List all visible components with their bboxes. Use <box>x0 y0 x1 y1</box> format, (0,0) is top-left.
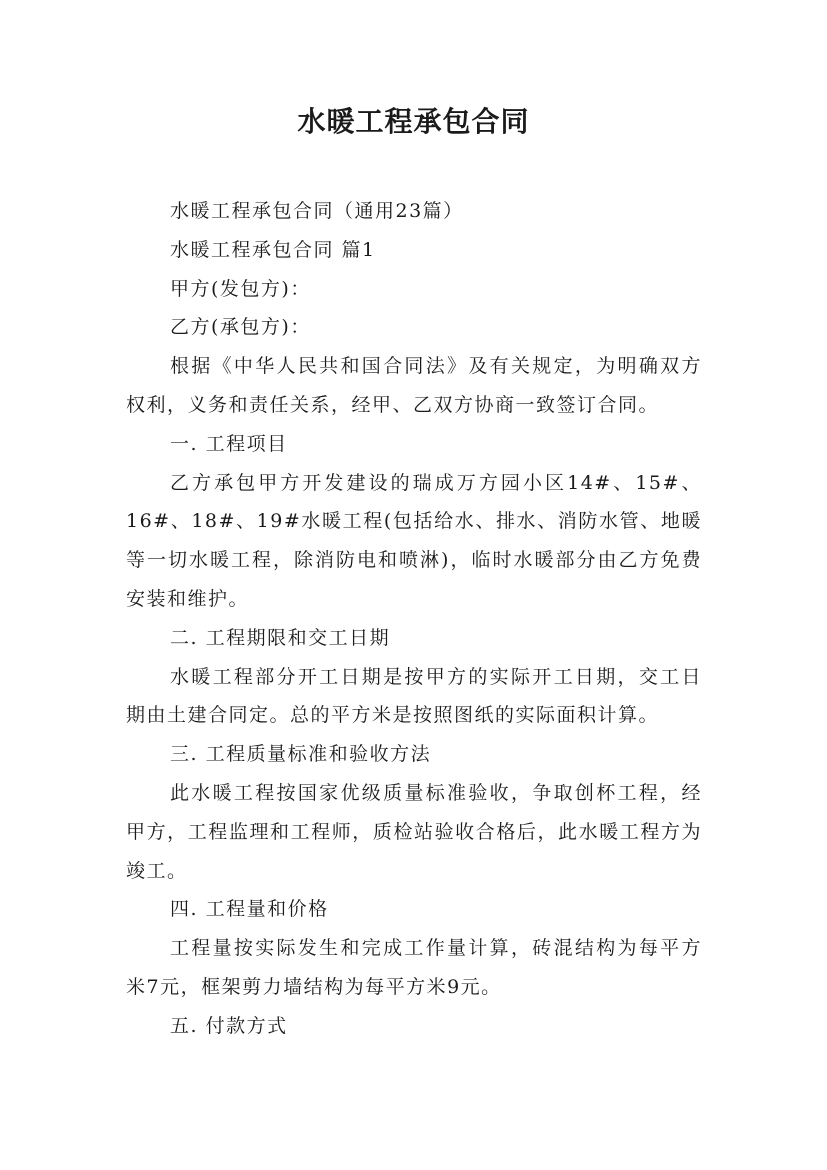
section-3-paragraph: 此水暖工程按国家优级质量标准验收，争取创杯工程，经甲方，工程监理和工程师，质检站验收合格后，此水暖工程方为竣工。 <box>126 781 702 882</box>
party-b-line: 乙方(承包方)： <box>170 316 311 339</box>
chapter-heading: 水暖工程承包合同 篇1 <box>170 238 376 261</box>
preamble-paragraph: 根据《中华人民共和国合同法》及有关规定，为明确双方权利，义务和责任关系，经甲、乙双方协商一致签订合同。 <box>126 355 702 416</box>
section-heading-4: 四. 工程量和价格 <box>170 898 329 921</box>
section-2-paragraph: 水暖工程部分开工日期是按甲方的实际开工日期，交工日期由土建合同定。总的平方米是按照图纸的实际面积计算。 <box>126 665 702 727</box>
party-a-line: 甲方(发包方)： <box>170 277 311 300</box>
section-1-paragraph: 乙方承包甲方开发建设的瑞成万方园小区14#、15#、16#、18#、19#水暖工程(包括给水、排水、消防水管、地暖等一切水暖工程，除消防电和喷淋)，临时水暖部分由乙方免费安装和维护。 <box>126 471 702 610</box>
section-heading-1: 一. 工程项目 <box>170 432 288 455</box>
document-title: 水暖工程承包合同 <box>297 105 530 138</box>
section-heading-2: 二. 工程期限和交工日期 <box>170 626 391 649</box>
section-heading-3: 三. 工程质量标准和验收方法 <box>170 743 432 766</box>
subtitle-line: 水暖工程承包合同（通用23篇） <box>170 200 464 222</box>
section-4-paragraph: 工程量按实际发生和完成工作量计算，砖混结构为每平方米7元，框架剪力墙结构为每平方米9元。 <box>126 937 702 998</box>
section-heading-5: 五. 付款方式 <box>170 1014 288 1037</box>
document-body <box>126 192 702 1046</box>
